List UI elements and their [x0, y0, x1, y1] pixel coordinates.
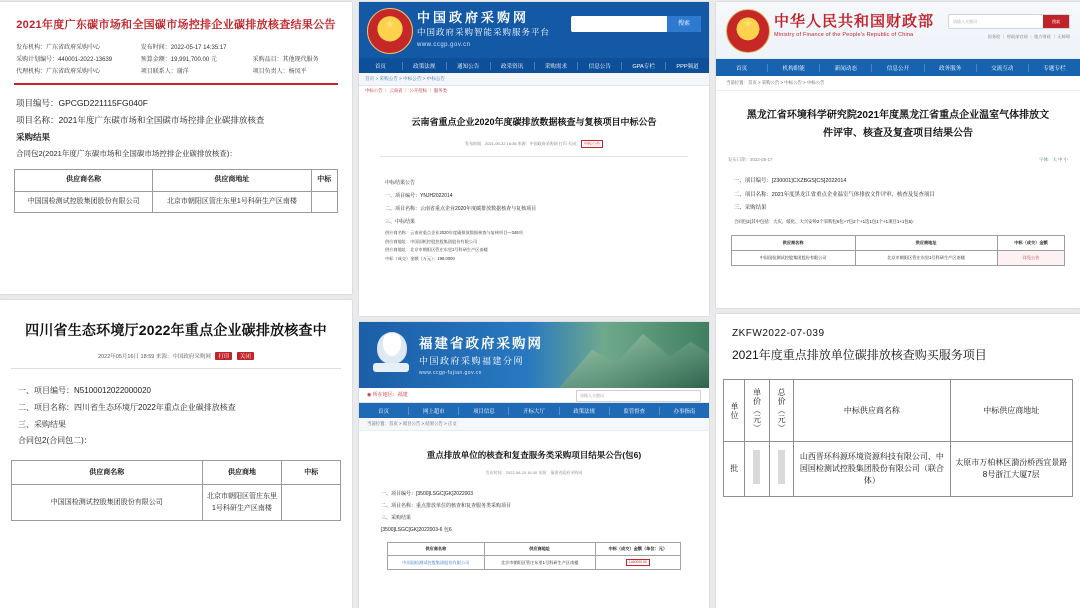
site-subtitle: Ministry of Finance of the People's Republic of China — [774, 32, 914, 38]
cell-total-price — [769, 442, 793, 497]
national-emblem-icon — [726, 9, 770, 53]
field-supplier-line1: 供应商名称：云南省重点企业2020年度碳排放数据核查与复核项目—346项 — [385, 230, 523, 236]
document-card-guangdong — [0, 2, 352, 294]
nav-item-4[interactable]: 政策法规 — [560, 407, 610, 415]
cell-supplier-address: 北京市朝阳区管庄东里1号科研生产区南楼 — [153, 191, 312, 213]
table-row — [388, 556, 681, 570]
main-nav[interactable] — [716, 59, 1080, 76]
meta-cell: 项目联系人：谢洋 — [140, 68, 189, 75]
field-result-heading: 三、采购结果 — [18, 419, 66, 429]
breadcrumb[interactable]: 当前位置：首页 > 采购公告 > 中标公告 > 中标公告 — [716, 76, 1080, 91]
website-card-fujian — [359, 322, 709, 608]
field-result-heading: 三、采购结果 — [381, 515, 412, 521]
close-button[interactable]: 关闭 — [237, 352, 254, 360]
site-name: 福建省政府采购网 — [419, 336, 543, 351]
col-supplier-name: 供应商名称 — [388, 543, 485, 556]
project-code: ZKFW2022-07-039 — [732, 328, 825, 339]
section-heading: 中标结果公告 — [385, 180, 416, 187]
col-supplier-name: 供应商名称 — [11, 461, 202, 485]
cell-amount: 详见公告 — [997, 250, 1065, 265]
cell-award — [282, 485, 341, 520]
field-package-lead: 合同包2(2021年度广东碳市场和全国碳市场控排企业碳排放核查)： — [16, 149, 237, 158]
col-award: 中标 — [282, 461, 341, 485]
nav-item-6[interactable]: 专题专栏 — [1043, 65, 1066, 72]
nav-item-1[interactable]: 网上超市 — [409, 407, 459, 415]
nav-item-5[interactable]: 监管督查 — [610, 407, 660, 415]
status-badge: 中标公告 — [581, 140, 603, 148]
meta-cell: 发布时间：2022-05-17 14:35:17 — [140, 44, 227, 51]
field-package-lead: 合同包2(其中包括：大庆、绥化、大兴安岭2个采购包6包+7包2个+1选1包1个+1项目1+1包5)： — [734, 218, 917, 224]
document-card-sichuan — [0, 300, 352, 608]
nav-item-7[interactable]: PPP频道 — [676, 63, 699, 70]
mountain-graphic — [559, 322, 709, 388]
nav-item-2[interactable]: 项目信息 — [459, 407, 509, 415]
cell-supplier-address: 北京市朝阳区管庄东里1号科研生产区南楼 — [855, 250, 997, 265]
nav-item-1[interactable]: 政策法规 — [403, 62, 447, 70]
pin-icon: ◉ — [367, 392, 372, 398]
col-supplier-name: 供应商名称 — [15, 170, 153, 192]
field-result-heading: 采购结果 — [16, 132, 51, 142]
publish-info: 2022年05月16日 18:59 来源：中国政府采购网 — [98, 354, 211, 360]
field-package: [3500]LSGC[GK]2022003-6 包6 — [381, 527, 452, 533]
location-label[interactable]: 所在地区：福建 — [372, 392, 408, 398]
field-project-name: 项目名称：2021年度广东碳市场和全国碳市场控排企业碳排放核查 — [16, 115, 265, 125]
page-title: 云南省重点企业2020年度碳排放数据核查与复核项目中标公告 — [411, 117, 657, 127]
meta-cell: 项目负责人：杨凤平 — [252, 68, 307, 75]
document-body — [359, 476, 709, 536]
search-input[interactable]: 请输入关键词 — [576, 390, 701, 402]
cell-unit-price — [745, 442, 769, 497]
field-project-no: 项目编号：GPCGD221115FG040F — [16, 98, 148, 108]
meta-cell: 采购计划编号：440001-2022-13639 — [16, 56, 113, 63]
main-nav[interactable] — [359, 58, 709, 73]
document-meta — [359, 134, 709, 148]
field-project-no: 一、项目编号：N5100012022000020 — [18, 386, 151, 395]
nav-item-2[interactable]: 通知公告 — [447, 62, 491, 70]
document-body — [0, 85, 352, 161]
nav-item-0[interactable]: 首页 — [359, 407, 409, 415]
page-title: 四川省生态环境厅2022年重点企业碳排放核查中 — [25, 322, 327, 338]
cell-supplier-address: 太原市万柏林区漪汾桥西宜景路8号浙江大厦7层 — [950, 442, 1072, 497]
field-project-no: 一、项目编号：[230001]CXZBGS[CS]2022014 — [734, 178, 847, 184]
table-row — [731, 250, 1065, 265]
col-award: 中标 — [311, 170, 337, 192]
search-input[interactable] — [571, 16, 701, 32]
meta-cell: 代理机构：广东省政府采购中心 — [16, 68, 101, 75]
cell-unit: 批 — [724, 442, 745, 497]
cell-supplier-address: 北京市朝阳区管庄东里1号科研生产区南楼 — [202, 485, 281, 520]
national-emblem-icon — [367, 8, 413, 54]
document-body — [716, 163, 1080, 227]
cell-supplier-name: 中国国检测试控股集团股份有限公司 — [15, 191, 153, 213]
nav-item-0[interactable]: 首页 — [359, 62, 403, 70]
cell-supplier-name[interactable]: 中国国检测试控股集团股份有限公司 — [388, 556, 485, 570]
cell-award — [311, 191, 337, 213]
website-card-mof — [716, 2, 1080, 308]
site-subtitle: 中国政府采购智能采购服务平台 — [417, 27, 551, 37]
site-url: www.ccgp.gov.cn — [417, 42, 471, 48]
meta-cell: 采购品目：其他现代服务 — [252, 56, 319, 63]
meta-table — [14, 40, 338, 76]
col-total-price: 总价（元） — [769, 380, 793, 442]
col-supplier-name: 中标供应商名称 — [793, 380, 950, 442]
site-name: 中华人民共和国财政部 — [774, 13, 935, 30]
nav-item-4[interactable]: 采购需求 — [535, 62, 579, 70]
result-table — [14, 169, 338, 213]
field-amount: 中标（成交）金额（万元）：198.0000 — [385, 255, 455, 261]
col-unit: 单位 — [724, 380, 745, 442]
nav-item-0[interactable]: 首页 — [716, 64, 768, 72]
col-supplier-address: 供应商地址 — [153, 170, 312, 192]
search-placeholder: 请输入关键词 — [953, 19, 977, 24]
print-button[interactable]: 打印 — [215, 352, 232, 360]
nav-item-3[interactable]: 政采资讯 — [491, 62, 535, 70]
field-project-no: 一、项目编号：YNJH2022014 — [385, 193, 453, 200]
document-meta: 发布时间：2022-06-20 16:30 来源：福建省政府采购网 — [485, 470, 583, 475]
search-input[interactable] — [948, 14, 1070, 29]
location-bar — [359, 388, 709, 403]
page-title: 黑龙江省环境科学研究院2021年度黑龙江省重点企业温室气体排放文件评审、核查及复查项目结果公告 — [746, 110, 1050, 139]
nav-item-3[interactable]: 信息公开 — [872, 64, 924, 72]
amount-badge: 1440000.00 — [626, 559, 650, 566]
page-title: 重点排放单位的核查和复查服务类采购项目结果公告(包6) — [426, 450, 642, 460]
nav-item-6[interactable]: 办事指南 — [673, 408, 696, 415]
page-title: 2021年度重点排放单位碳排放核查购买服务项目 — [732, 348, 987, 362]
search-button[interactable]: 搜索 — [1043, 15, 1069, 28]
field-result-heading: 三、中标结果 — [385, 219, 416, 226]
col-amount: 中标（成交）金额 — [997, 235, 1065, 250]
col-supplier-address: 供应商地址 — [484, 543, 595, 556]
main-nav[interactable] — [359, 403, 709, 418]
site-header — [716, 2, 1080, 59]
result-table — [731, 235, 1066, 267]
col-supplier-address: 供应商地址 — [855, 235, 997, 250]
cell-supplier-name: 中国国检测试控股集团股份有限公司 — [11, 485, 202, 520]
col-unit-price: 单价（元） — [745, 380, 769, 442]
meta-cell: 预算金额：19,991,700.00 元 — [140, 56, 217, 63]
header-links[interactable]: 国务院 ｜ 财政部官网 ｜ 地方财政 ｜ 无障碍 — [987, 34, 1070, 39]
table-row — [15, 191, 338, 213]
field-package-lead: 合同包2(合同包二)： — [18, 436, 92, 446]
nav-item-3[interactable]: 开标大厅 — [509, 407, 559, 415]
publish-date: 发布日期：2022-05-17 — [728, 157, 773, 162]
page-title: 2021年度广东碳市场和全国碳市场控排企业碳排放核查结果公告 — [16, 19, 336, 31]
cell-supplier-address: 北京市朝阳区管庄东里1号科研生产区南楼 — [484, 556, 595, 570]
site-name-cn: 中国政府采购网 — [417, 10, 530, 25]
site-url: www.ccgp-fujian.gov.cn — [419, 370, 482, 376]
nav-item-4[interactable]: 政务服务 — [925, 64, 977, 72]
nav-item-2[interactable]: 新闻动态 — [820, 64, 872, 72]
document-meta — [716, 147, 1080, 163]
nav-item-1[interactable]: 机构职能 — [768, 64, 820, 72]
publish-info: 发布时间：2021-09-22 16:36 来源：中国政府采购网 打印 关闭 — [464, 141, 576, 147]
website-card-ccgp — [359, 2, 709, 316]
document-meta — [0, 346, 352, 368]
breadcrumb[interactable]: 首页 > 采购公告 > 中标公告 > 中标公告 — [359, 73, 709, 86]
site-logo-icon — [369, 330, 413, 378]
cell-supplier-name: 山西晋环科源环境资源科技有限公司、中国国检测试控股集团股份有限公司（联合体） — [793, 442, 950, 497]
cell-amount — [595, 556, 680, 570]
col-supplier-name: 供应商名称 — [731, 235, 855, 250]
col-amount: 中标（成交）金额（单位：元） — [595, 543, 680, 556]
field-supplier-line3: 供应商地址：北京市朝阳区管庄东里1号科研生产区南楼 — [385, 247, 488, 253]
divider — [380, 156, 688, 157]
site-header — [359, 322, 709, 388]
table-row — [11, 485, 341, 520]
nav-item-6[interactable]: GPA专栏 — [622, 62, 666, 70]
search-button[interactable]: 搜索 — [667, 16, 701, 32]
tag-row: 中标公告 ｜ 云南省 ｜ 公开招标 ｜ 服务类 — [359, 86, 709, 99]
nav-item-5[interactable]: 交流互动 — [977, 64, 1029, 72]
cell-supplier-name: 中国国检测试控股集团股份有限公司 — [731, 250, 855, 265]
table-row — [724, 442, 1072, 497]
nav-item-5[interactable]: 信息公告 — [578, 62, 622, 70]
field-project-no: 一、项目编号：[3500]LSGC[GK]2022003 — [381, 491, 473, 497]
field-project-name: 二、项目名称：2021年度黑龙江省重点企业温室气体排放文件评审、核查及复查项目 — [734, 191, 935, 198]
col-supplier-address: 中标供应商地址 — [950, 380, 1072, 442]
site-subtitle: 中国政府采购福建分网 — [419, 356, 525, 366]
result-table — [387, 542, 681, 570]
field-supplier-line2: 供应商地址：中国国机控股控股集团股份有限公司 — [385, 238, 478, 244]
col-supplier-address: 供应商地 — [202, 461, 281, 485]
font-size-controls[interactable]: 字体：大 中 小 — [1039, 157, 1068, 162]
breadcrumb[interactable]: 当前位置：首页 > 项目公告 > 结果公告 > 正文 — [359, 418, 709, 431]
result-table — [723, 379, 1072, 497]
field-project-name: 二、项目名称：四川省生态环境厅2022年重点企业碳排放核查 — [18, 402, 236, 412]
field-project-name: 二、项目名称：云南省重点企业2020年度碳排放数据核查与复核项目 — [385, 206, 537, 213]
document-body — [0, 369, 352, 450]
field-result-heading: 三、采购结果 — [734, 205, 767, 212]
meta-cell: 发布机构：广东省政府采购中心 — [16, 44, 101, 51]
document-body — [359, 165, 709, 263]
site-header — [359, 2, 709, 58]
field-project-name: 二、项目名称：重点排放单位的核查和复查服务类采购项目 — [381, 503, 512, 509]
result-table — [11, 460, 342, 521]
document-card-zkfw — [716, 314, 1080, 608]
